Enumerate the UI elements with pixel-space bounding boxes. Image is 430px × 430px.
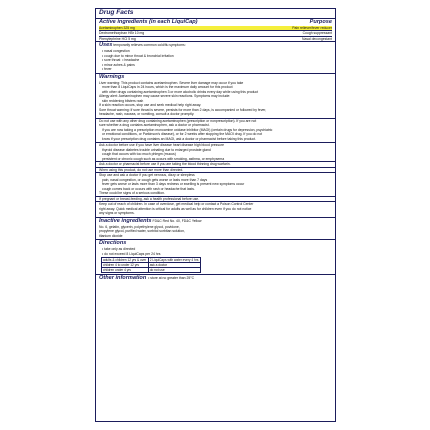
table-row: children 4 to under 12 yrs ask a doctor	[102, 262, 201, 267]
list-item: • do not exceed 8 LiquiCaps per 24 hrs	[102, 251, 161, 256]
purpose-heading: Purpose	[309, 18, 332, 25]
list-item: • cough due to minor throat & bronchial irritation	[102, 53, 174, 58]
stop-use-block: Stop use and ask a doctor if you get nervous, dizzy or sleepless pain, nasal congestion, or cough gets worse or lasts more than 7 days fever gets worse or lasts more than 3 days redness or swelling is present new symptoms occur cough comes back or occurs with rash or headache that lasts. These could be signs of a serious condition.	[96, 172, 335, 196]
active-ingredient-row: Acetaminophen 325 mg Pain reliever/fever reducer	[99, 25, 332, 30]
ask-pharmacist-block: Ask a doctor or pharmacist before use if you are taking the blood thinning drug warfarin.	[96, 161, 335, 167]
list-item: • sore throat • headache	[102, 58, 140, 63]
table-row: adults & children 12 yrs & over 2 LiquiCaps with water every 4 hrs	[102, 257, 201, 262]
active-ingredients-heading: Active ingredients (in each LiquiCap)	[99, 18, 198, 25]
other-information-heading: Other information	[99, 274, 147, 281]
other-information-text: store at no greater than 25°C	[150, 275, 195, 280]
when-using-block: When using this product, do not use more than directed.	[96, 167, 335, 173]
sore-throat-warning: Sore throat warning: If sore throat is severe, persists for more than 2 days, is accompanied or followed by fever, headache, rash, nausea, or vomiting, consult a doctor promptly.	[99, 107, 267, 117]
dosage-table	[101, 257, 201, 273]
active-ingredient-row: Dextromethorphan HBr 10 mg Cough suppressant	[99, 31, 332, 36]
warnings-section	[96, 73, 335, 217]
directions-heading: Directions	[99, 240, 127, 247]
list-item: • fever	[102, 67, 112, 72]
inactive-ingredients-heading: Inactive ingredients	[99, 217, 152, 224]
uses-section	[96, 41, 335, 73]
do-not-use-block: Do not use with any other drug containing acetaminophen (prescription or nonprescription). If you are not sure whether a drug contains acetaminophen, ask a doctor or pharmacist. if you are now taking a prescription monoamine oxidase inhibitor (MAOI) (certain drugs for depression, psychiatric or emotional conditions, or Parkinson's disease), or for 2 weeks after stopping the MAOI drug. If you do not know if your prescription drug contains an MAOI, ask a doctor or pharmacist before taking this product.	[96, 118, 335, 143]
inactive-ingredients-section: Inactive ingredients FD&C Red No. 40, FD&C Yellow No. 6, gelatin, glycerin, polyethylene glycol, povidone, propylene glycol, purified water, sorbitol sorbitan solution, titanium dioxide	[96, 217, 335, 240]
liver-warning: Liver warning: This product contains acetaminophen. Severe liver damage may occur if you take more than 8 LiquiCaps in 24 hours, which is the maximum daily amount for this product with other drugs containing acetaminophen 3 or more alcoholic drinks every day while using this product	[99, 80, 259, 94]
uses-intro: temporarily relieves common cold/flu symptoms:	[113, 43, 186, 48]
keep-out-of-reach-block: Keep out of reach of children. In case of overdose, get medical help or contact a Poison Control Center right away. Quick medical attention is critical for adults as well as for children even if you do not notice any signs or symptoms.	[96, 201, 335, 217]
warnings-heading: Warnings	[99, 73, 125, 80]
table-row: children under 4 yrs do not use	[102, 267, 201, 272]
drug-facts-title: Drug Facts	[99, 9, 134, 16]
drug-facts-panel	[95, 8, 336, 422]
other-information-section: Other information • store at no greater than 25°C	[96, 274, 335, 282]
list-item: • minor aches & pains	[102, 62, 135, 67]
active-ingredients-section	[96, 9, 335, 41]
list-item: • nasal congestion	[102, 49, 130, 54]
ask-doctor-block: Ask a doctor before use if you have liver disease heart disease high blood pressure thyroid disease diabetes trouble urinating due to enlarged prostate gland cough that occurs with too much phlegm (mucus) persistent or chronic cough such as occurs with smoking, asthma, or emphysema	[96, 142, 335, 161]
pregnancy-block: If pregnant or breast-feeding, ask a health professional before use.	[96, 196, 335, 202]
list-item: • take only as directed	[102, 247, 136, 252]
allergy-alert: Allergy alert: Acetaminophen may cause severe skin reactions. Symptoms may include: skin reddening blisters rash If a skin reaction occurs, stop use and seek medical help right away.	[99, 94, 231, 108]
active-ingredient-row: Phenylephrine HCl 5 mg Nasal decongestant	[99, 36, 332, 41]
uses-heading: Uses	[99, 42, 113, 49]
directions-section	[96, 239, 335, 273]
